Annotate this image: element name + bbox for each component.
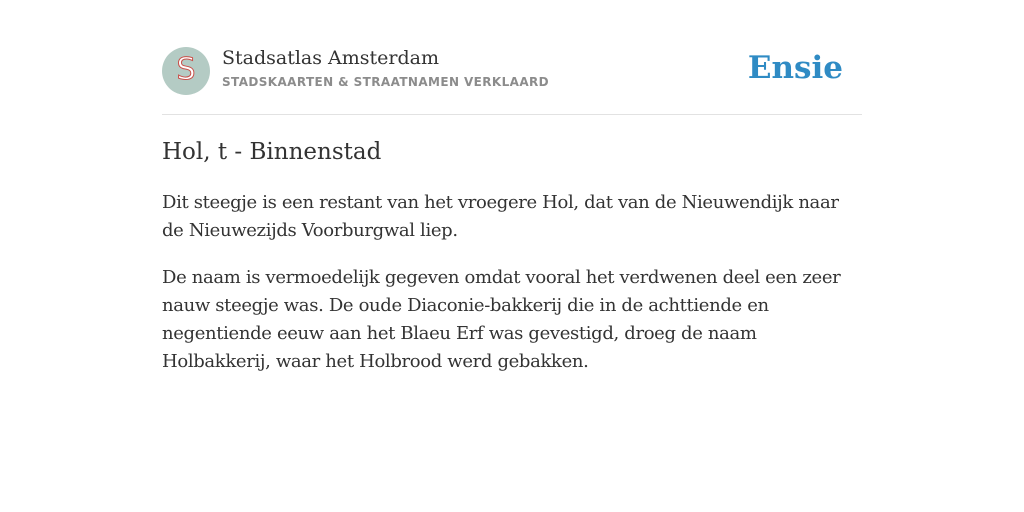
avatar[interactable] [162, 47, 210, 95]
avatar-letter: S [176, 52, 196, 87]
article-paragraph: Dit steegje is een restant van het vroegere Hol, dat van de Nieuwendijk naar de Nieuwezijds Voorburgwal liep. [162, 192, 839, 241]
brand-logo[interactable]: Ensie [747, 50, 843, 86]
article [162, 136, 862, 395]
site-header [162, 44, 862, 115]
site-subtitle: STADSKAARTEN & STRAATNAMEN VERKLAARD [222, 75, 550, 89]
article-title: Hol, t - Binnenstad [162, 139, 382, 165]
article-paragraph: De naam is vermoedelijk gegeven omdat vooral het verdwenen deel een zeer nauw steegje was. De oude Diaconie-bakkerij die in de achttiende en negentiende eeuw aan het Blaeu Erf was gevestigd, droeg de naam Holbakkerij, waar het Holbrood werd gebakken. [162, 267, 841, 372]
site-title[interactable]: Stadsatlas Amsterdam [222, 47, 440, 69]
